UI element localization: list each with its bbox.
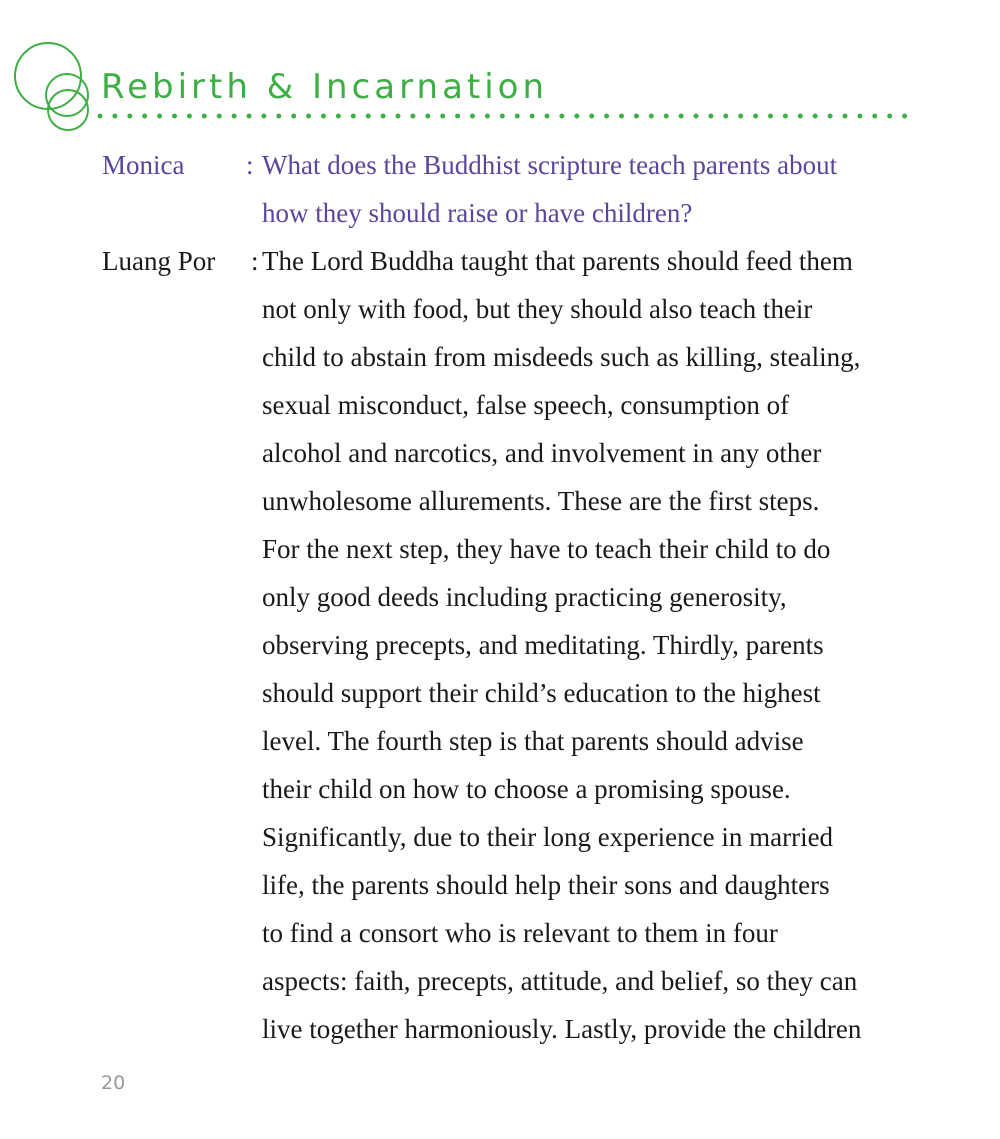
text-line: life, the parents should help their sons and daughters [262, 870, 830, 900]
text-line: Significantly, due to their long experience in married [262, 822, 834, 852]
answer-text [262, 237, 861, 1053]
text-line: level. The fourth step is that parents should advise [262, 726, 804, 756]
text-line: sexual misconduct, false speech, consumption of [262, 390, 790, 420]
text-line: What does the Buddhist scripture teach parents about [262, 150, 838, 180]
speaker-luang-por: Luang Por [102, 246, 216, 276]
speaker-separator: : [246, 150, 254, 180]
page-header-title: Rebirth & Incarnation [101, 67, 549, 107]
overlapping-circles-icon [12, 40, 92, 135]
text-line: alcohol and narcotics, and involvement in any other [262, 438, 822, 468]
text-line: only good deeds including practicing generosity, [262, 582, 787, 612]
text-line: how they should raise or have children? [262, 198, 693, 228]
text-line: their child on how to choose a promising spouse. [262, 774, 791, 804]
speaker-monica: Monica [102, 150, 185, 180]
text-line: The Lord Buddha taught that parents should feed them [262, 246, 853, 276]
text-line: not only with food, but they should also teach their [262, 294, 813, 324]
text-line: observing precepts, and meditating. Thirdly, parents [262, 630, 824, 660]
text-line: unwholesome allurements. These are the first steps. [262, 486, 820, 516]
text-line: to find a consort who is relevant to them in four [262, 918, 778, 948]
speaker-separator: : [251, 246, 259, 276]
dotted-divider [97, 108, 907, 124]
text-line: For the next step, they have to teach their child to do [262, 534, 831, 564]
text-line: should support their child’s education to the highest [262, 678, 821, 708]
page-number: 20 [101, 1072, 126, 1094]
text-line: live together harmoniously. Lastly, provide the children [262, 1014, 862, 1044]
text-line: aspects: faith, precepts, attitude, and belief, so they can [262, 966, 858, 996]
text-line: child to abstain from misdeeds such as killing, stealing, [262, 342, 861, 372]
question-text [262, 141, 837, 237]
